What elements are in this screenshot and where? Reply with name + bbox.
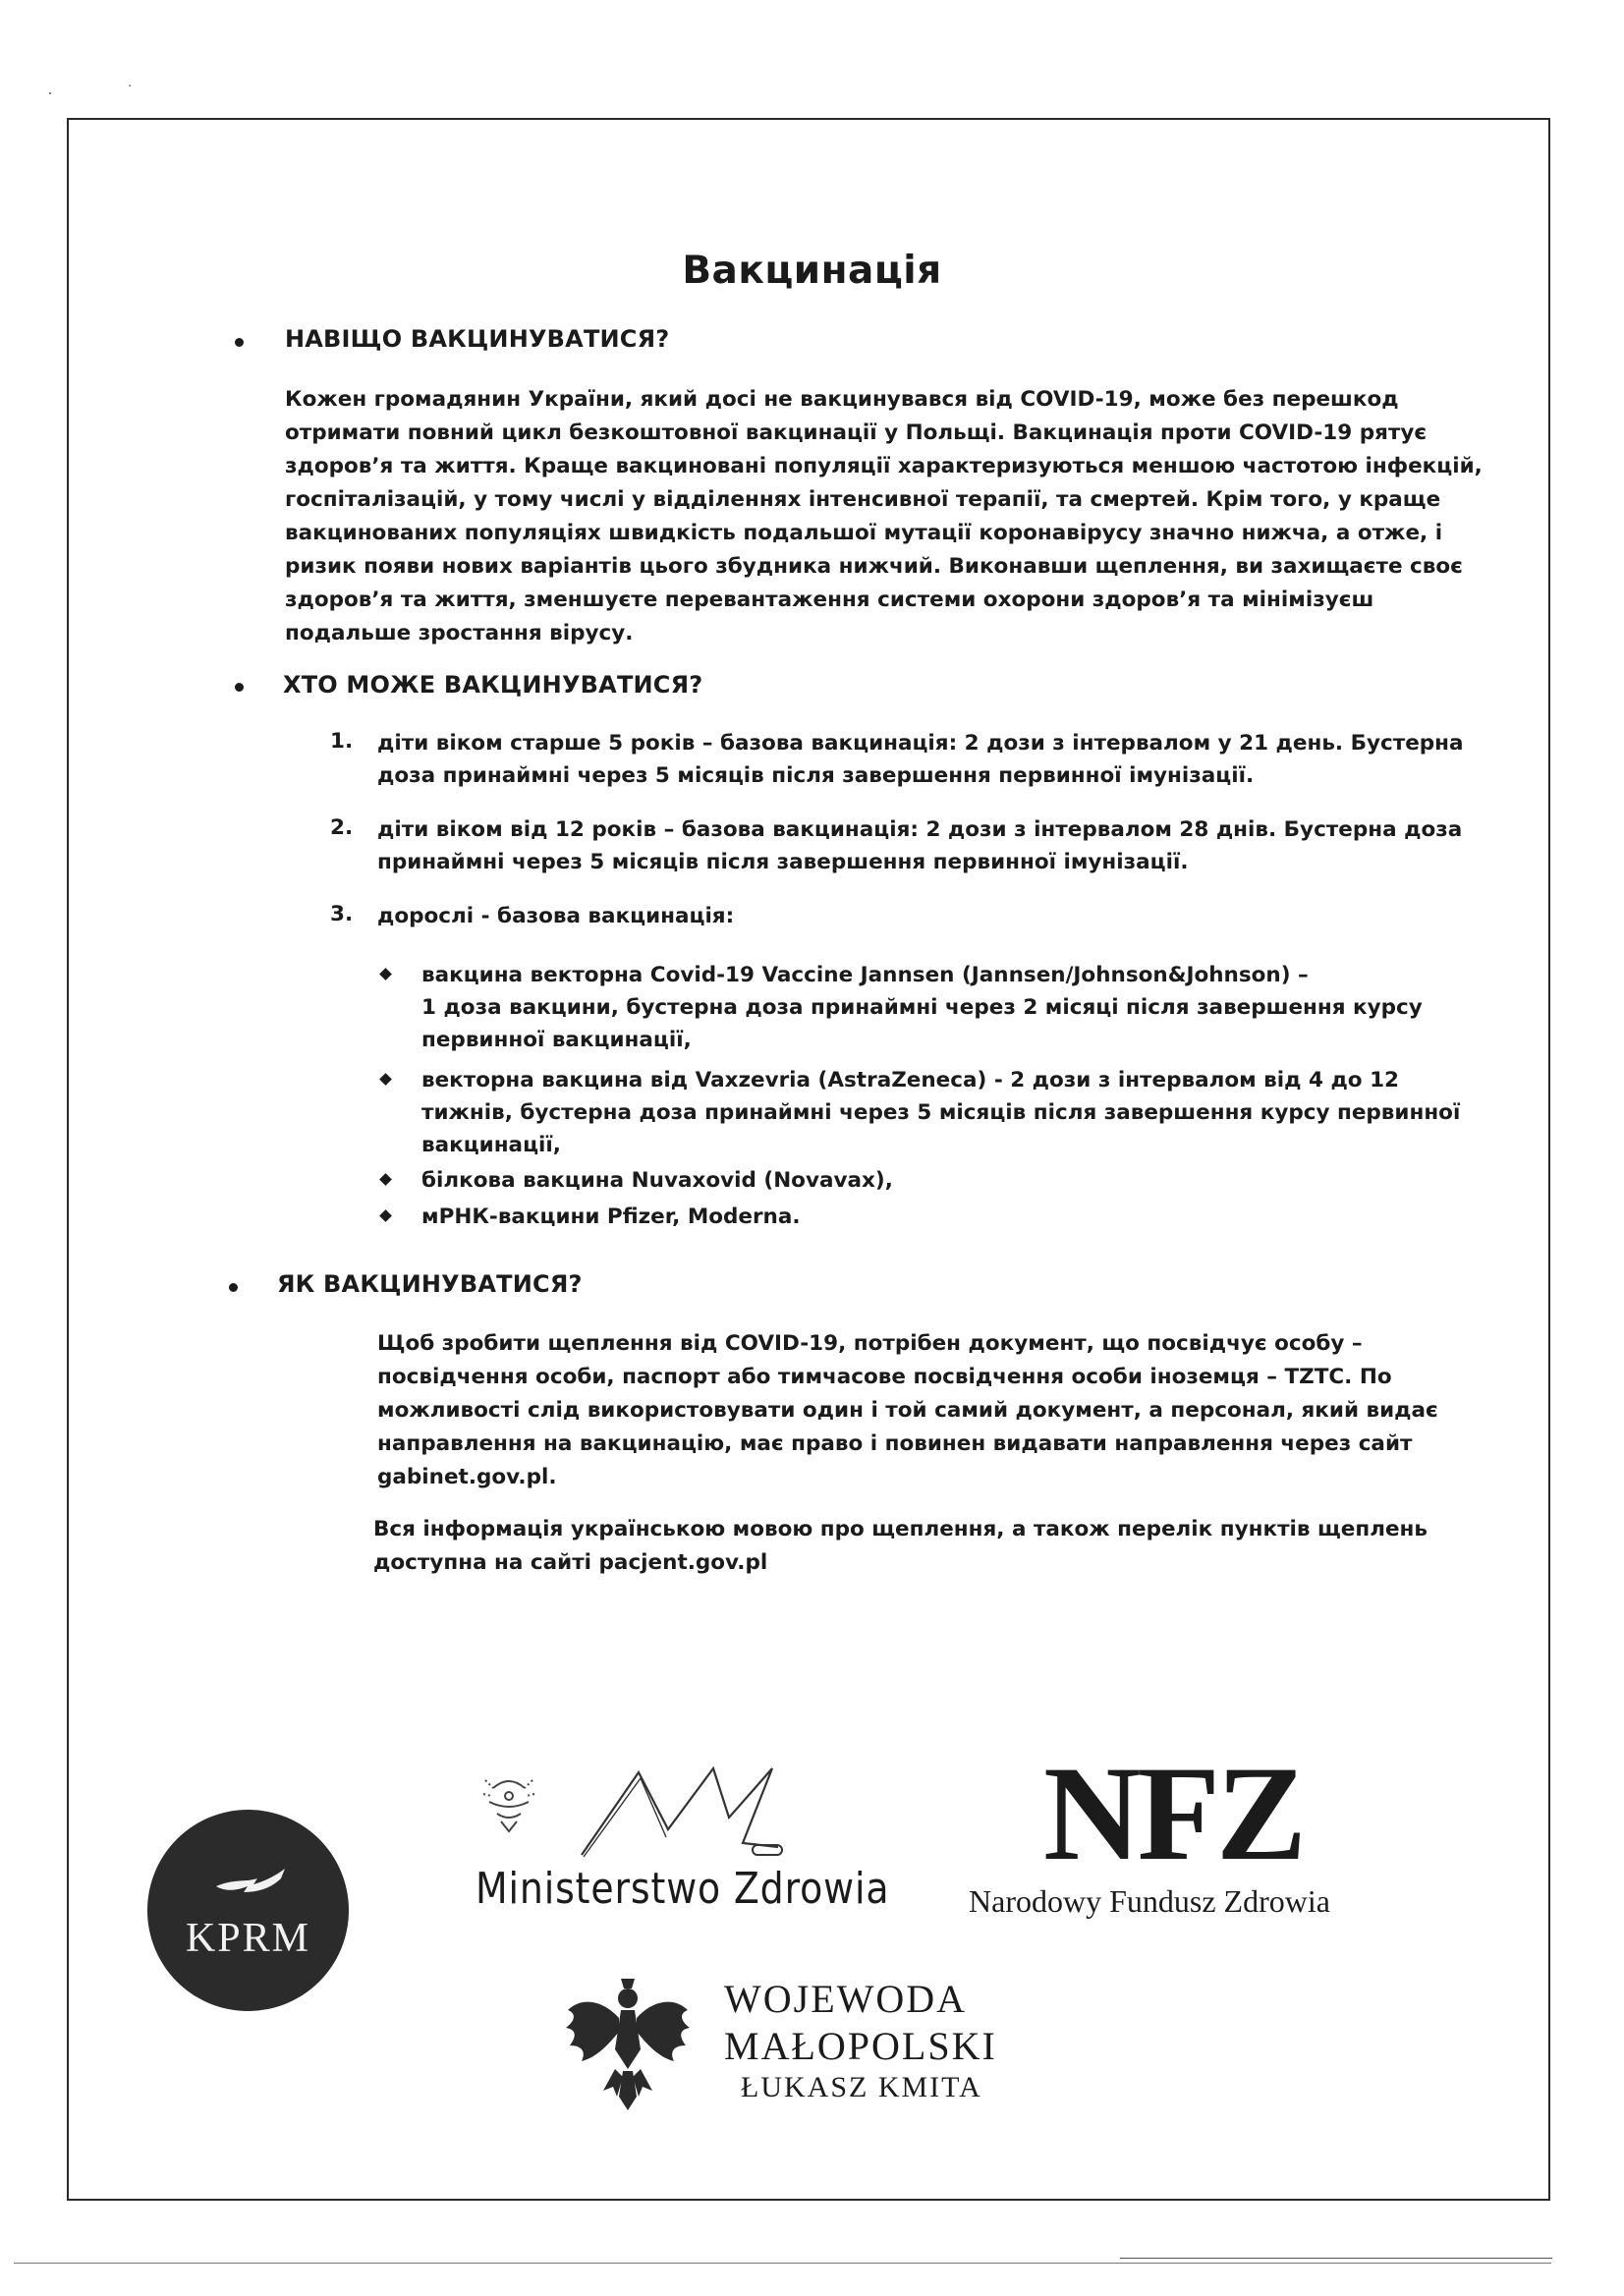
body-line: направлення на вакцинацію, має право і повинен видавати направлення через сайт xyxy=(377,1431,1413,1456)
body-line: Вся інформація українською мовою про щеплення, а також перелік пунктів щеплень xyxy=(373,1517,1428,1541)
body-line: вакцинованих популяціях швидкість подальшої мутації коронавірусу значно нижча, а отже, і xyxy=(285,521,1443,545)
kprm-mark-icon xyxy=(147,1810,349,2011)
body-line: здоров’я та життя. Краще вакциновані популяції характеризуються меншою частотою інфекцій, xyxy=(285,454,1483,478)
wojewoda-line-1: WOJEWODA xyxy=(724,1977,968,2021)
section-heading-why: НАВІЩО ВАКЦИНУВАТИСЯ? xyxy=(285,325,670,353)
list-line: доза принаймні через 5 місяців після завершення первинної імунізації. xyxy=(377,763,1255,788)
ministry-of-health-logo-icon xyxy=(472,1759,884,1867)
list-number: 2. xyxy=(330,815,354,840)
body-line: Кожен громадянин України, який досі не вакцинувався від COVID-19, може без перешкод xyxy=(285,387,1399,412)
section-bullet xyxy=(229,1283,238,1292)
list-line: дорослі - базова вакцинація: xyxy=(377,904,735,928)
sublist-line: вакцина векторна Covid-19 Vaccine Jannsen (Jannsen/Johnson&Johnson) – xyxy=(421,963,1309,987)
body-line: здоров’я та життя, зменшуєте перевантаження системи охорони здоров’я та мінімізуєш xyxy=(285,588,1374,612)
sublist-line: тижнів, бустерна доза принаймні через 5 місяців після завершення курсу первинної xyxy=(421,1100,1461,1125)
body-line: доступна на сайті pacjent.gov.pl xyxy=(373,1550,768,1575)
page-edge-line xyxy=(1120,2258,1552,2259)
body-line: Щоб зробити щеплення від COVID-19, потрібен документ, що посвідчує особу – xyxy=(377,1331,1363,1356)
nfz-logo-text: NFZ xyxy=(1043,1738,1303,1888)
sublist-line: векторна вакцина від Vaxzevria (AstraZeneca) - 2 дози з інтервалом від 4 до 12 xyxy=(421,1068,1399,1092)
section-bullet xyxy=(235,683,244,692)
sublist-line: 1 доза вакцини, бустерна доза принаймні через 2 місяці після завершення курсу xyxy=(421,995,1423,1020)
sublist-line: вакцинації, xyxy=(421,1133,561,1157)
body-line: отримати повний цикл безкоштовної вакцинації у Польщі. Вакцинація проти COVID-19 рятує xyxy=(285,420,1428,445)
sublist-line: первинної вакцинації, xyxy=(421,1028,692,1052)
body-line: посвідчення особи, паспорт або тимчасове посвідчення особи іноземця – TZTC. По xyxy=(377,1365,1392,1389)
body-line: ризик появи нових варіантів цього збудника нижчий. Виконавши щеплення, ви захищаєте своє xyxy=(285,554,1463,579)
body-line: можливості слід використовувати один і той самий документ, а персонал, який видає xyxy=(377,1398,1438,1423)
wojewoda-name: ŁUKASZ KMITA xyxy=(741,2071,982,2103)
section-heading-how: ЯК ВАКЦИНУВАТИСЯ? xyxy=(277,1270,583,1298)
scan-speck: ˙ xyxy=(128,83,134,102)
wojewoda-line-2: MAŁOPOLSKI xyxy=(724,2024,997,2068)
body-line: госпіталізацій, у тому числі у відділеннях інтенсивної терапії, та смертей. Крім того, у краще xyxy=(285,487,1441,512)
list-number: 1. xyxy=(330,729,354,754)
ministry-of-health-name: Ministerstwo Zdrowia xyxy=(476,1864,890,1914)
body-line: подальше зростання вірусу. xyxy=(285,621,634,645)
list-line: принаймні через 5 місяців після завершення первинної імунізації. xyxy=(377,850,1189,874)
kprm-text: KPRM xyxy=(185,1916,311,1961)
nfz-full-name: Narodowy Fundusz Zdrowia xyxy=(969,1883,1330,1919)
polish-eagle-emblem-icon xyxy=(564,1971,692,2118)
list-line: діти віком старше 5 років – базова вакцинація: 2 дози з інтервалом у 21 день. Бустерна xyxy=(377,731,1464,756)
section-bullet xyxy=(235,338,244,347)
scan-speck: · xyxy=(47,83,53,102)
body-line: gabinet.gov.pl. xyxy=(377,1465,557,1489)
page-title: Вакцинація xyxy=(682,249,942,293)
list-line: діти віком від 12 років – базова вакцинація: 2 дози з інтервалом 28 днів. Бустерна доза xyxy=(377,817,1463,842)
section-heading-who: ХТО МОЖЕ ВАКЦИНУВАТИСЯ? xyxy=(283,671,703,699)
kprm-logo xyxy=(147,1810,349,2011)
sublist-line: мРНК-вакцини Pfizer, Moderna. xyxy=(421,1204,801,1229)
list-number: 3. xyxy=(330,902,354,926)
page-edge-line xyxy=(14,2263,1551,2264)
sublist-line: білкова вакцина Nuvaxovid (Novavax), xyxy=(421,1168,893,1193)
